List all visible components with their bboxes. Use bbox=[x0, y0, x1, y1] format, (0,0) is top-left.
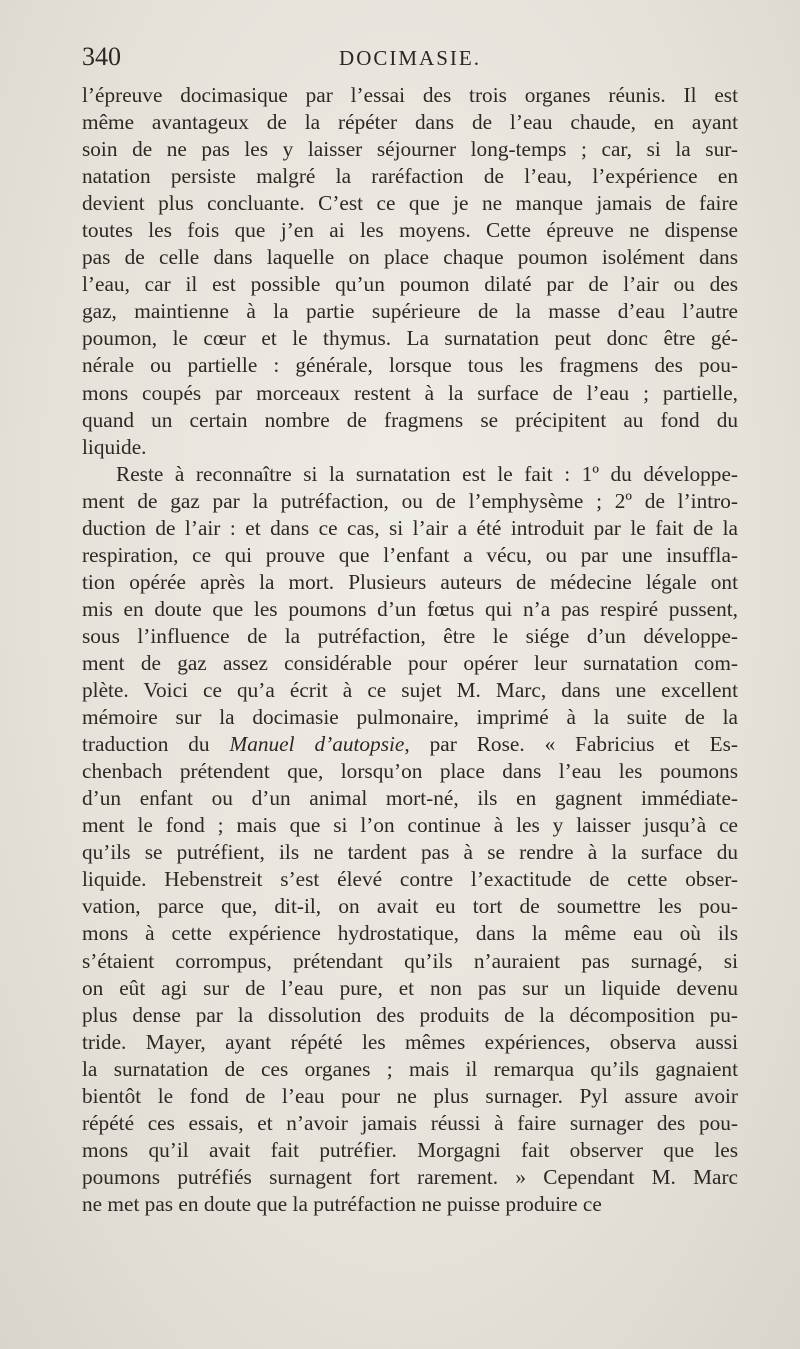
text-line: pas de celle dans laquelle on place chaque poumon isolément dans bbox=[82, 245, 738, 270]
text-line: bientôt le fond de l’eau pour ne plus surnager. Pyl assure avoir bbox=[82, 1083, 738, 1108]
text-line: on eût agi sur de l’eau pure, et non pas sur un liquide devenu bbox=[82, 975, 738, 1000]
page-header bbox=[82, 40, 738, 80]
text-line: mons qu’il avait fait putréfier. Morgagni fait observer que les bbox=[82, 1137, 738, 1162]
text-line: tride. Mayer, ayant répété les mêmes expériences, observa aussi bbox=[82, 1029, 738, 1054]
text-line: duction de l’air : et dans ce cas, si l’air a été introduit par le fait de la bbox=[82, 515, 738, 540]
text-line: devient plus concluante. C’est ce que je ne manque jamais de faire bbox=[82, 191, 738, 216]
text-line: la surnatation de ces organes ; mais il remarqua qu’ils gagnaient bbox=[82, 1056, 738, 1081]
text-line: ment de gaz assez considérable pour opérer leur surnatation com- bbox=[82, 650, 738, 675]
text-line: ment de gaz par la putréfaction, ou de l’emphysème ; 2º de l’intro- bbox=[82, 488, 738, 513]
text-line: mémoire sur la docimasie pulmonaire, imprimé à la suite de la bbox=[82, 705, 738, 730]
text-line: quand un certain nombre de fragmens se précipitent au fond du bbox=[82, 407, 738, 432]
text-line: plète. Voici ce qu’a écrit à ce sujet M. Marc, dans une excellent bbox=[82, 678, 738, 703]
text-line: Reste à reconnaître si la surnatation est le fait : 1º du développe- bbox=[116, 461, 738, 486]
text-line: qu’ils se putréfient, ils ne tardent pas à se rendre à la surface du bbox=[82, 840, 738, 865]
text-line: tion opérée après la mort. Plusieurs auteurs de médecine légale ont bbox=[82, 569, 738, 594]
page-number: 340 bbox=[82, 42, 121, 71]
text-line: traduction du Manuel d’autopsie, par Rose. « Fabricius et Es- bbox=[82, 732, 738, 757]
text-line: même avantageux de la répéter dans de l’eau chaude, en ayant bbox=[82, 110, 738, 135]
text-line: chenbach prétendent que, lorsqu’on place dans l’eau les poumons bbox=[82, 759, 738, 784]
text-line: ment le fond ; mais que si l’on continue à les y laisser jusqu’à ce bbox=[82, 813, 738, 838]
text-line: plus dense par la dissolution des produits de la décomposition pu- bbox=[82, 1002, 738, 1027]
body-text bbox=[82, 82, 738, 1218]
text-line: l’épreuve docimasique par l’essai des trois organes réunis. Il est bbox=[82, 83, 738, 107]
running-title: DOCIMASIE. bbox=[339, 46, 481, 70]
text-line: poumons putréfiés surnagent fort rarement. » Cependant M. Marc bbox=[82, 1164, 738, 1189]
book-title-italic: Manuel d’autopsie bbox=[229, 732, 405, 757]
text-line: liquide. bbox=[82, 434, 147, 459]
text-line: sous l’influence de la putréfaction, être le siége d’un développe- bbox=[82, 623, 738, 648]
text-line: respiration, ce qui prouve que l’enfant a vécu, ou par une insuffla- bbox=[82, 542, 738, 567]
text-line: nérale ou partielle : générale, lorsque tous les fragmens des pou- bbox=[82, 353, 738, 378]
text-line: l’eau, car il est possible qu’un poumon dilaté par de l’air ou des bbox=[82, 272, 738, 297]
text-line: mis en doute que les poumons d’un fœtus qui n’a pas respiré pussent, bbox=[82, 596, 738, 621]
text-line: vation, parce que, dit-il, on avait eu tort de soumettre les pou- bbox=[82, 894, 738, 919]
text-line: mons à cette expérience hydrostatique, dans la même eau où ils bbox=[82, 921, 738, 946]
text-line: toutes les fois que j’en ai les moyens. Cette épreuve ne dispense bbox=[82, 218, 738, 243]
text-line: liquide. Hebenstreit s’est élevé contre l’exactitude de cette obser- bbox=[82, 867, 738, 892]
text-line: ne met pas en doute que la putréfaction ne puisse produire ce bbox=[82, 1191, 602, 1216]
text-line: s’étaient corrompus, prétendant qu’ils n’auraient pas surnagé, si bbox=[82, 948, 738, 973]
text-line: soin de ne pas les y laisser séjourner long-temps ; car, si la sur- bbox=[82, 137, 738, 162]
text-line: natation persiste malgré la raréfaction de l’eau, l’expérience en bbox=[82, 164, 738, 189]
text-line: mons coupés par morceaux restent à la surface de l’eau ; partielle, bbox=[82, 380, 738, 405]
text-line: répété ces essais, et n’avoir jamais réussi à faire surnager des pou- bbox=[82, 1110, 738, 1135]
text-line: gaz, maintienne à la partie supérieure de la masse d’eau l’autre bbox=[82, 299, 738, 324]
text-line: poumon, le cœur et le thymus. La surnatation peut donc être gé- bbox=[82, 326, 738, 351]
text-line: d’un enfant ou d’un animal mort-né, ils en gagnent immédiate- bbox=[82, 786, 738, 811]
